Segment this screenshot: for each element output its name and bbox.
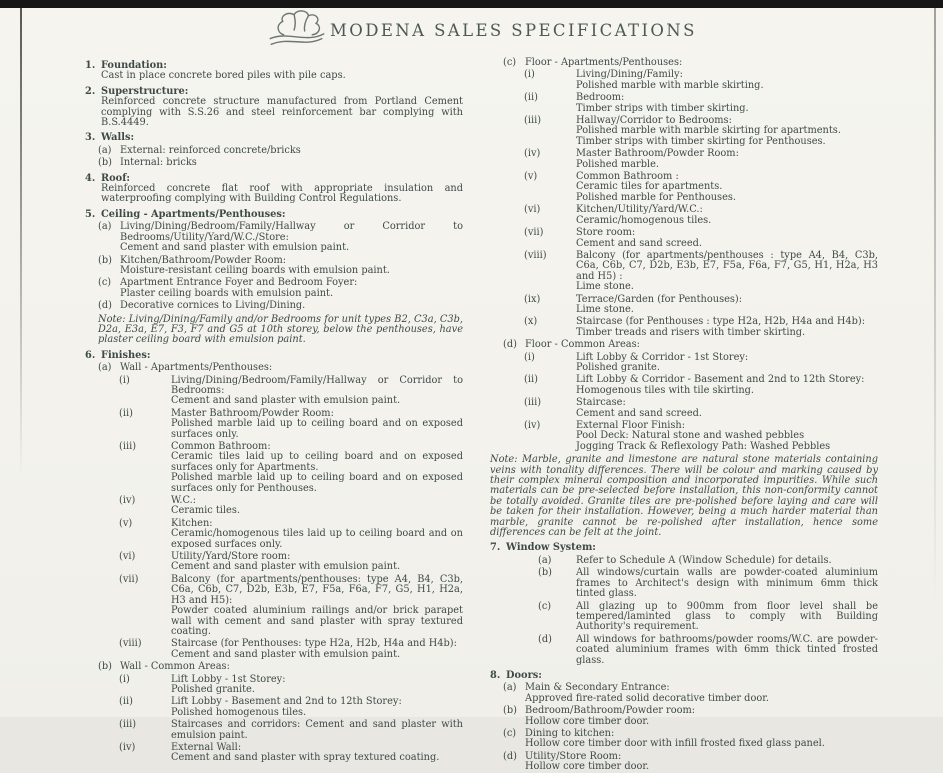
item-marker: (b)	[98, 157, 112, 169]
spec-item	[85, 222, 463, 253]
item-paragraph: Hollow core timber door.	[525, 715, 650, 727]
item-paragraph: Plaster ceiling boards with emulsion paint.	[120, 287, 334, 299]
item-paragraph: Common Bathroom:	[171, 441, 271, 452]
item-paragraph: Moisture-resistant ceiling boards with emulsion paint.	[120, 264, 390, 276]
item-heading: Window System:	[506, 542, 596, 554]
item-heading: Doors:	[506, 669, 542, 681]
item-body	[171, 720, 463, 741]
item-paragraph: Main & Secondary Entrance:	[525, 682, 670, 694]
item-paragraph: Wall - Common Areas:	[120, 661, 230, 673]
item-heading: Finishes:	[101, 349, 151, 361]
note-text	[490, 455, 878, 538]
item-marker: (d)	[503, 339, 517, 351]
spec-item	[85, 61, 463, 82]
item-paragraph: Cement and sand plaster with emulsion paint.	[171, 395, 401, 407]
item-paragraph: External: reinforced concrete/bricks	[120, 144, 301, 156]
scan-left-edge-line	[20, 8, 22, 478]
item-body	[576, 602, 878, 633]
spec-item	[85, 519, 463, 550]
spec-item	[490, 752, 878, 773]
item-body	[171, 575, 463, 637]
item-body	[506, 671, 878, 681]
item-paragraph: Powder coated aluminium railings and/or brick parapet wall with cement and sand plaster with spray textured coating.	[171, 605, 463, 637]
item-paragraph: Polished marble laid up to ceiling board and on exposed surfaces only.	[171, 418, 463, 440]
item-body	[525, 58, 878, 68]
item-marker: (i)	[524, 351, 535, 363]
item-paragraph: Lift Lobby - 1st Storey:	[171, 673, 286, 685]
item-marker: (a)	[98, 221, 112, 233]
item-paragraph: Hollow core timber door with infill frosted fixed glass panel.	[525, 738, 825, 750]
spec-item	[85, 675, 463, 696]
item-body	[171, 743, 463, 764]
item-body	[101, 133, 463, 143]
item-paragraph: Common Bathroom :	[576, 171, 679, 183]
item-paragraph: Staircases and corridors: Cement and sand plaster with emulsion paint.	[171, 719, 463, 741]
item-paragraph: Cement and sand screed.	[576, 407, 703, 419]
item-paragraph: Cement and sand plaster with emulsion paint.	[171, 648, 401, 660]
item-paragraph: Polished granite.	[171, 683, 255, 695]
item-paragraph: Homogenous tiles with tile skirting.	[576, 384, 755, 396]
item-paragraph: Reinforced concrete flat roof with appropriate insulation and waterproofing complying with Building Control Regulations.	[101, 183, 463, 205]
item-body	[171, 496, 463, 517]
item-marker: 7.	[490, 542, 501, 554]
item-paragraph: Bedroom:	[576, 92, 625, 104]
spec-item	[490, 353, 878, 374]
item-body	[525, 706, 878, 727]
spec-item	[85, 662, 463, 672]
item-body	[120, 363, 463, 373]
item-paragraph: Pool Deck: Natural stone and washed pebbles	[576, 430, 805, 442]
item-paragraph: Lift Lobby & Corridor - Basement and 2nd to 12th Storey:	[576, 374, 865, 386]
item-paragraph: Ceramic tiles.	[171, 505, 240, 517]
item-marker: (i)	[119, 673, 130, 685]
spec-item	[490, 421, 878, 452]
spec-item	[490, 568, 878, 599]
item-marker: (d)	[538, 633, 552, 645]
item-body	[171, 675, 463, 696]
item-marker: 1.	[85, 60, 96, 71]
spec-item	[490, 729, 878, 750]
item-marker: (ii)	[119, 407, 133, 419]
item-body	[576, 353, 878, 374]
item-marker: (c)	[503, 57, 517, 68]
spec-item	[490, 295, 878, 316]
item-marker: (vii)	[119, 573, 139, 585]
item-body	[120, 222, 463, 253]
item-paragraph: Bedroom/Bathroom/Powder room:	[525, 705, 696, 717]
item-paragraph: Internal: bricks	[120, 157, 197, 169]
item-marker: 6.	[85, 349, 96, 361]
item-marker: (vii)	[524, 227, 544, 239]
spec-item	[85, 278, 463, 299]
spec-item	[85, 442, 463, 494]
spec-item	[490, 706, 878, 727]
item-paragraph: Apartment Entrance Foyer and Bedroom Foyer:	[120, 277, 358, 289]
item-marker: 2.	[85, 85, 96, 97]
item-marker: (x)	[524, 316, 538, 328]
item-body	[576, 251, 878, 293]
item-body	[576, 317, 878, 338]
item-marker: (a)	[98, 362, 112, 374]
item-body	[576, 556, 878, 566]
item-paragraph: Store room:	[576, 227, 636, 239]
item-paragraph: Master Bathroom/Powder Room:	[576, 148, 739, 160]
spec-item	[490, 116, 878, 147]
item-paragraph: Jogging Track & Reflexology Path: Washed Pebbles	[576, 440, 831, 452]
item-paragraph: Polished homogenous tiles.	[171, 706, 307, 718]
item-marker: (ix)	[524, 293, 541, 305]
spec-item	[85, 301, 463, 311]
item-body	[576, 149, 878, 170]
item-marker: (a)	[503, 682, 517, 694]
item-body	[120, 256, 463, 277]
spec-item	[85, 720, 463, 741]
item-marker: (ii)	[524, 374, 538, 386]
spec-item	[490, 70, 878, 91]
item-marker: (a)	[538, 554, 552, 566]
item-body	[101, 210, 463, 220]
item-body	[525, 752, 878, 773]
item-marker: (b)	[98, 661, 112, 673]
note-paragraph: Note: Marble, granite and limestone are natural stone materials containing veins with tonality differences. There will be colour and marking caused by their complex mineral composition and incorporated impurities. While such materials can be pre-selected before installation, this non-conformity cannot be totally avoided. Granite tiles are pre-polished before laying and care will be taken for their installation. However, being a much harder material than marble, granite cannot be re-polished after installation, hence some differences can be felt at the joint.	[490, 454, 878, 539]
item-paragraph: Master Bathroom/Powder Room:	[171, 407, 334, 419]
item-paragraph: Polished marble with marble skirting for apartments.	[576, 125, 841, 137]
item-body	[576, 635, 878, 666]
item-body	[171, 409, 463, 440]
item-body	[171, 639, 463, 660]
item-paragraph: Polished granite.	[576, 361, 660, 373]
item-marker: (i)	[119, 374, 130, 386]
item-marker: (d)	[503, 750, 517, 762]
item-marker: 8.	[490, 669, 501, 681]
item-paragraph: Balcony (for apartments/penthouses : type A4, B4, C3b, C6a, C6b, C7, D2b, E3b, E7, F5a, F6a, F7, G5, H1, H2a, H3 and H5) :	[576, 249, 878, 282]
item-paragraph: External Floor Finish:	[576, 420, 686, 431]
item-paragraph: Kitchen:	[171, 517, 213, 529]
item-marker: (v)	[524, 171, 538, 183]
item-paragraph: All glazing up to 900mm from floor level shall be tempered/laminted glass to comply with Building Authority's requirement.	[576, 600, 878, 633]
item-paragraph: Cement and sand plaster with emulsion paint.	[120, 242, 350, 254]
item-body	[525, 683, 878, 704]
rose-swirl-icon	[268, 9, 326, 51]
page-title: MODENA SALES SPECIFICATIONS	[330, 20, 697, 40]
item-heading: Walls:	[101, 132, 135, 144]
item-heading: Ceiling - Apartments/Penthouses:	[101, 208, 286, 220]
item-paragraph: Utility/Yard/Store room:	[171, 551, 291, 563]
item-paragraph: Cement and sand plaster with emulsion paint.	[171, 561, 401, 573]
spec-item	[85, 351, 463, 361]
item-marker: (iii)	[119, 719, 137, 731]
item-paragraph: Hollow core timber door.	[525, 761, 650, 773]
spec-item	[490, 228, 878, 249]
item-body	[576, 70, 878, 91]
spec-item	[490, 93, 878, 114]
item-heading: Foundation:	[101, 60, 167, 71]
item-paragraph: Wall - Apartments/Penthouses:	[120, 362, 273, 374]
spec-item	[85, 174, 463, 205]
item-marker: (b)	[538, 567, 552, 579]
item-marker: (iii)	[119, 441, 137, 452]
item-paragraph: Staircase (for Penthouses : type H2a, H2b, H4a and H4b):	[576, 316, 866, 328]
item-marker: (a)	[98, 144, 112, 156]
spec-item	[85, 639, 463, 660]
spec-item	[85, 697, 463, 718]
spec-item	[490, 543, 878, 553]
spec-item	[85, 146, 463, 156]
spec-item	[85, 210, 463, 220]
item-body	[101, 87, 463, 129]
item-body	[120, 278, 463, 299]
item-marker: (iv)	[119, 741, 136, 753]
item-body	[120, 146, 463, 156]
item-marker: (iii)	[524, 115, 542, 127]
item-paragraph: Timber treads and risers with timber skirting.	[576, 326, 806, 338]
item-paragraph: Lift Lobby & Corridor - 1st Storey:	[576, 351, 749, 363]
item-paragraph: Terrace/Garden (for Penthouses):	[576, 293, 743, 305]
item-marker: (vi)	[119, 551, 136, 563]
item-marker: (iv)	[524, 420, 541, 431]
item-marker: (c)	[98, 277, 112, 289]
item-marker: (b)	[98, 254, 112, 266]
item-body	[576, 116, 878, 147]
item-marker: (i)	[524, 69, 535, 81]
spec-item	[490, 398, 878, 419]
item-paragraph: Floor - Apartments/Penthouses:	[525, 57, 683, 68]
item-body	[576, 421, 878, 452]
item-paragraph: Dining to kitchen:	[525, 727, 615, 739]
item-body	[576, 228, 878, 249]
spec-item	[85, 363, 463, 373]
spec-item	[85, 743, 463, 764]
item-body	[171, 697, 463, 718]
spec-item	[490, 58, 878, 68]
item-marker: 3.	[85, 132, 96, 144]
item-paragraph: All windows/curtain walls are powder-coated aluminium frames to Architect's design with minimum 6mm thick tinted glass.	[576, 567, 878, 600]
item-paragraph: Cement and sand screed.	[576, 237, 703, 249]
spec-item	[85, 256, 463, 277]
item-marker: (iv)	[524, 148, 541, 160]
item-paragraph: Cement and sand plaster with spray textured coating.	[171, 752, 440, 764]
item-paragraph: W.C.:	[171, 495, 197, 507]
item-paragraph: Staircase:	[576, 397, 626, 409]
item-heading: Roof:	[101, 172, 131, 184]
item-paragraph: Ceramic tiles for apartments.	[576, 181, 723, 193]
item-paragraph: Living/Dining/Bedroom/Family/Hallway or Corridor to Bedrooms:	[171, 374, 463, 396]
spec-item	[85, 575, 463, 637]
item-paragraph: Polished marble for Penthouses.	[576, 191, 737, 203]
item-paragraph: Refer to Schedule A (Window Schedule) for details.	[576, 554, 832, 566]
item-paragraph: Lift Lobby - Basement and 2nd to 12th Storey:	[171, 696, 402, 708]
item-body	[576, 295, 878, 316]
item-paragraph: Kitchen/Utility/Yard/W.C.:	[576, 204, 703, 216]
item-paragraph: Hallway/Corridor to Bedrooms:	[576, 115, 732, 127]
spec-item	[490, 602, 878, 633]
item-paragraph: External Wall:	[171, 741, 242, 753]
spec-item	[85, 87, 463, 129]
item-body	[101, 61, 463, 82]
spec-item	[490, 149, 878, 170]
item-body	[171, 376, 463, 407]
spec-item	[85, 552, 463, 573]
item-marker: (viii)	[119, 638, 142, 650]
spec-item	[490, 375, 878, 396]
item-body	[120, 158, 463, 168]
document-header	[268, 8, 697, 52]
note-text	[85, 315, 463, 346]
item-paragraph: Polished marble laid up to ceiling board and on exposed surfaces only for Penthouses.	[171, 472, 463, 494]
item-body	[525, 729, 878, 750]
item-marker: (b)	[503, 705, 517, 717]
item-paragraph: Polished marble.	[576, 158, 660, 170]
spec-item	[490, 683, 878, 704]
item-paragraph: Kitchen/Bathroom/Powder Room:	[120, 254, 287, 266]
item-marker: 5.	[85, 208, 96, 220]
spec-item	[490, 172, 878, 203]
item-paragraph: Living/Dining/Bedroom/Family/Hallway or Corridor to Bedrooms/Utility/Yard/W.C./Store:	[120, 221, 463, 243]
spec-item	[490, 205, 878, 226]
item-paragraph: Timber strips with timber skirting for Penthouses.	[576, 135, 826, 147]
item-body	[171, 442, 463, 494]
item-body	[576, 375, 878, 396]
item-paragraph: Decorative cornices to Living/Dining.	[120, 300, 306, 312]
item-body	[576, 398, 878, 419]
item-paragraph: Living/Dining/Family:	[576, 69, 683, 81]
right-column	[490, 56, 878, 773]
item-body	[101, 351, 463, 361]
item-body	[120, 301, 463, 311]
item-paragraph: Ceramic tiles laid up to ceiling board and on exposed surfaces only for Apartments.	[171, 451, 463, 473]
scan-top-border	[0, 0, 943, 8]
spec-item	[85, 158, 463, 168]
item-body	[120, 662, 463, 672]
spec-item	[490, 635, 878, 666]
item-body	[576, 205, 878, 226]
item-paragraph: Floor - Common Areas:	[525, 339, 640, 351]
spec-item	[85, 133, 463, 143]
spec-item	[85, 496, 463, 517]
item-body	[576, 568, 878, 599]
item-paragraph: All windows for bathrooms/powder rooms/W.C. are powder-coated aluminium frames with 6mm thick tinted frosted glass.	[576, 633, 878, 666]
item-marker: (d)	[98, 300, 112, 312]
scan-right-edge-line	[934, 8, 936, 708]
item-paragraph: Timber strips with timber skirting.	[576, 102, 749, 114]
item-paragraph: Ceramic/homogenous tiles.	[576, 214, 712, 226]
item-marker: 4.	[85, 172, 96, 184]
left-column	[85, 56, 463, 764]
spec-item	[490, 317, 878, 338]
item-heading: Superstructure:	[101, 85, 189, 97]
item-marker: (c)	[503, 727, 517, 739]
item-body	[171, 552, 463, 573]
item-paragraph: Balcony (for apartments/penthouses: type A4, B4, C3b, C6a, C6b, C7, D2b, E3b, E7, F5a, F6a, F7, G5, H1, H2a, H3 and H5):	[171, 573, 463, 606]
item-marker: (iv)	[119, 495, 136, 507]
item-paragraph: Staircase (for Penthouses: type H2a, H2b, H4a and H4b):	[171, 638, 457, 650]
spec-item	[490, 556, 878, 566]
item-paragraph: Polished marble with marble skirting.	[576, 79, 764, 91]
spec-item	[490, 340, 878, 350]
item-marker: (ii)	[524, 92, 538, 104]
item-body	[576, 172, 878, 203]
item-paragraph: Lime stone.	[576, 303, 634, 315]
item-marker: (viii)	[524, 249, 547, 261]
spec-item	[490, 671, 878, 681]
item-paragraph: Utility/Store Room:	[525, 750, 622, 762]
item-paragraph: Approved fire-rated solid decorative timber door.	[525, 692, 769, 704]
item-marker: (c)	[538, 600, 552, 612]
item-marker: (ii)	[119, 696, 133, 708]
item-marker: (v)	[119, 517, 133, 529]
spec-item	[85, 409, 463, 440]
item-body	[506, 543, 878, 553]
spec-item	[490, 251, 878, 293]
item-marker: (iii)	[524, 397, 542, 409]
item-marker: (vi)	[524, 204, 541, 216]
spec-item	[85, 376, 463, 407]
item-body	[576, 93, 878, 114]
item-paragraph: Lime stone.	[576, 281, 634, 293]
item-body	[171, 519, 463, 550]
item-body	[525, 340, 878, 350]
item-paragraph: Reinforced concrete structure manufactured from Portland Cement complying with S.S.26 and steel reinforcement bar complying with B.S.4449.	[101, 96, 463, 129]
item-paragraph: Ceramic/homogenous tiles laid up to ceiling board and on exposed surfaces only.	[171, 528, 463, 550]
note-paragraph: Note: Living/Dining/Family and/or Bedrooms for unit types B2, C3a, C3b, D2a, E3a, E7, F3, F7 and G5 at 10th storey, below the penthouses, have plaster ceiling board with emulsion paint.	[98, 313, 463, 346]
item-paragraph: Cast in place concrete bored piles with pile caps.	[101, 70, 346, 82]
item-body	[101, 174, 463, 205]
